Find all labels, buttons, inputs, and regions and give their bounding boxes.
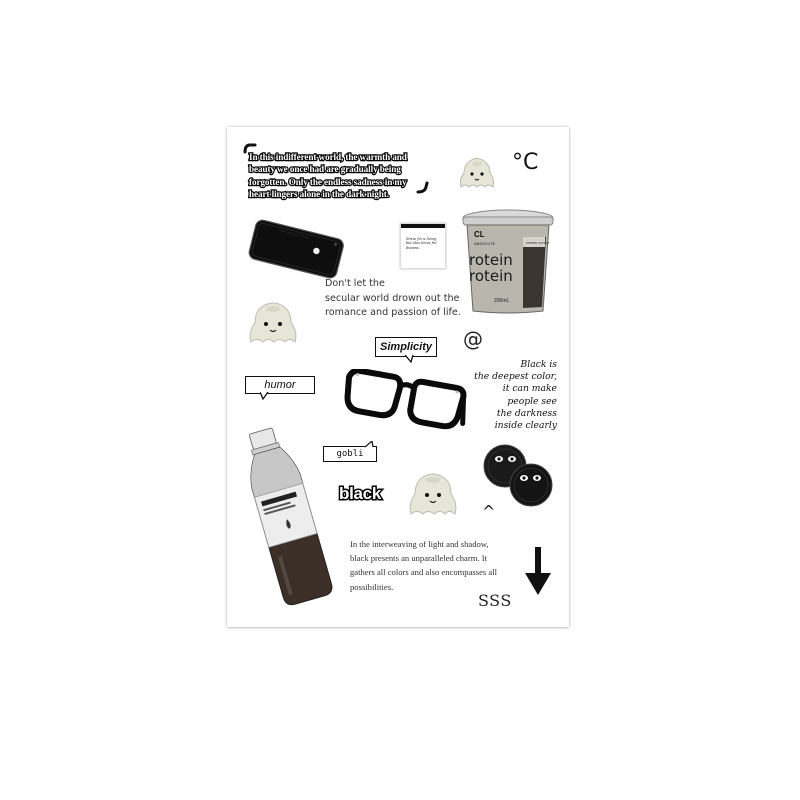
ghost-icon (405, 467, 461, 519)
cup-text-line1: rotein (469, 251, 513, 269)
phone-sticker-icon (245, 219, 347, 281)
bracket-close-icon (416, 181, 430, 195)
bottle-icon (241, 423, 333, 609)
cup-side-label: cream cream (526, 240, 550, 245)
cup-brand-sub: ABSOLUTE (474, 241, 496, 246)
black-word: black (339, 484, 381, 503)
glasses-icon (341, 369, 467, 441)
bubble-tail-icon (260, 392, 270, 400)
note-card-text: Strive for a living, but also strive for dreams. (406, 237, 438, 250)
bubble-tail-icon (365, 441, 374, 448)
cup-brand: CL (474, 230, 485, 239)
black-quote (465, 359, 557, 432)
note-card-bar (401, 224, 445, 228)
black-quote-line: the deepest color, (474, 371, 557, 383)
ghost-icon (245, 297, 301, 347)
black-quote-line: it can make (502, 383, 557, 395)
gobli-bubble: gobli (323, 446, 377, 462)
celsius-label: °C (512, 150, 539, 175)
humor-bubble: humor (245, 376, 315, 394)
bottom-paragraph: In the interweaving of light and shadow, black presents an unparalleled charm. It gathers all colors and also encompasses all possibilities. (350, 539, 498, 592)
sticker-sheet (227, 127, 569, 627)
romance-quote-line: secular world drown out the (325, 292, 460, 304)
black-quote-line: the darkness (496, 407, 557, 419)
black-quote-line: inside clearly (494, 420, 557, 432)
romance-quote (325, 277, 475, 321)
sss-label: SSS (478, 591, 512, 610)
note-card (400, 223, 446, 269)
at-symbol: @ (463, 327, 483, 351)
arrow-down-icon (523, 545, 553, 597)
cookies-icon (479, 443, 559, 509)
simplicity-bubble: Simplicity (375, 337, 437, 357)
black-quote-line: Black is (520, 359, 557, 370)
romance-quote-line: romance and passion of life. (325, 307, 461, 318)
cup-text-line2: rotein (469, 267, 513, 285)
top-quote: In this indifferent world, the warmth and beauty we once had are gradually being forgotten. Only the endless sadness in my heart lingers alone in the dark night. (249, 152, 407, 200)
bubble-tail-icon (405, 355, 415, 363)
black-quote-line: people see (507, 395, 557, 407)
romance-quote-line: Don't let the (325, 278, 385, 289)
cup-volume: 200mL (494, 298, 510, 304)
ghost-icon (455, 153, 499, 191)
caret-symbol: ^ (482, 502, 496, 521)
